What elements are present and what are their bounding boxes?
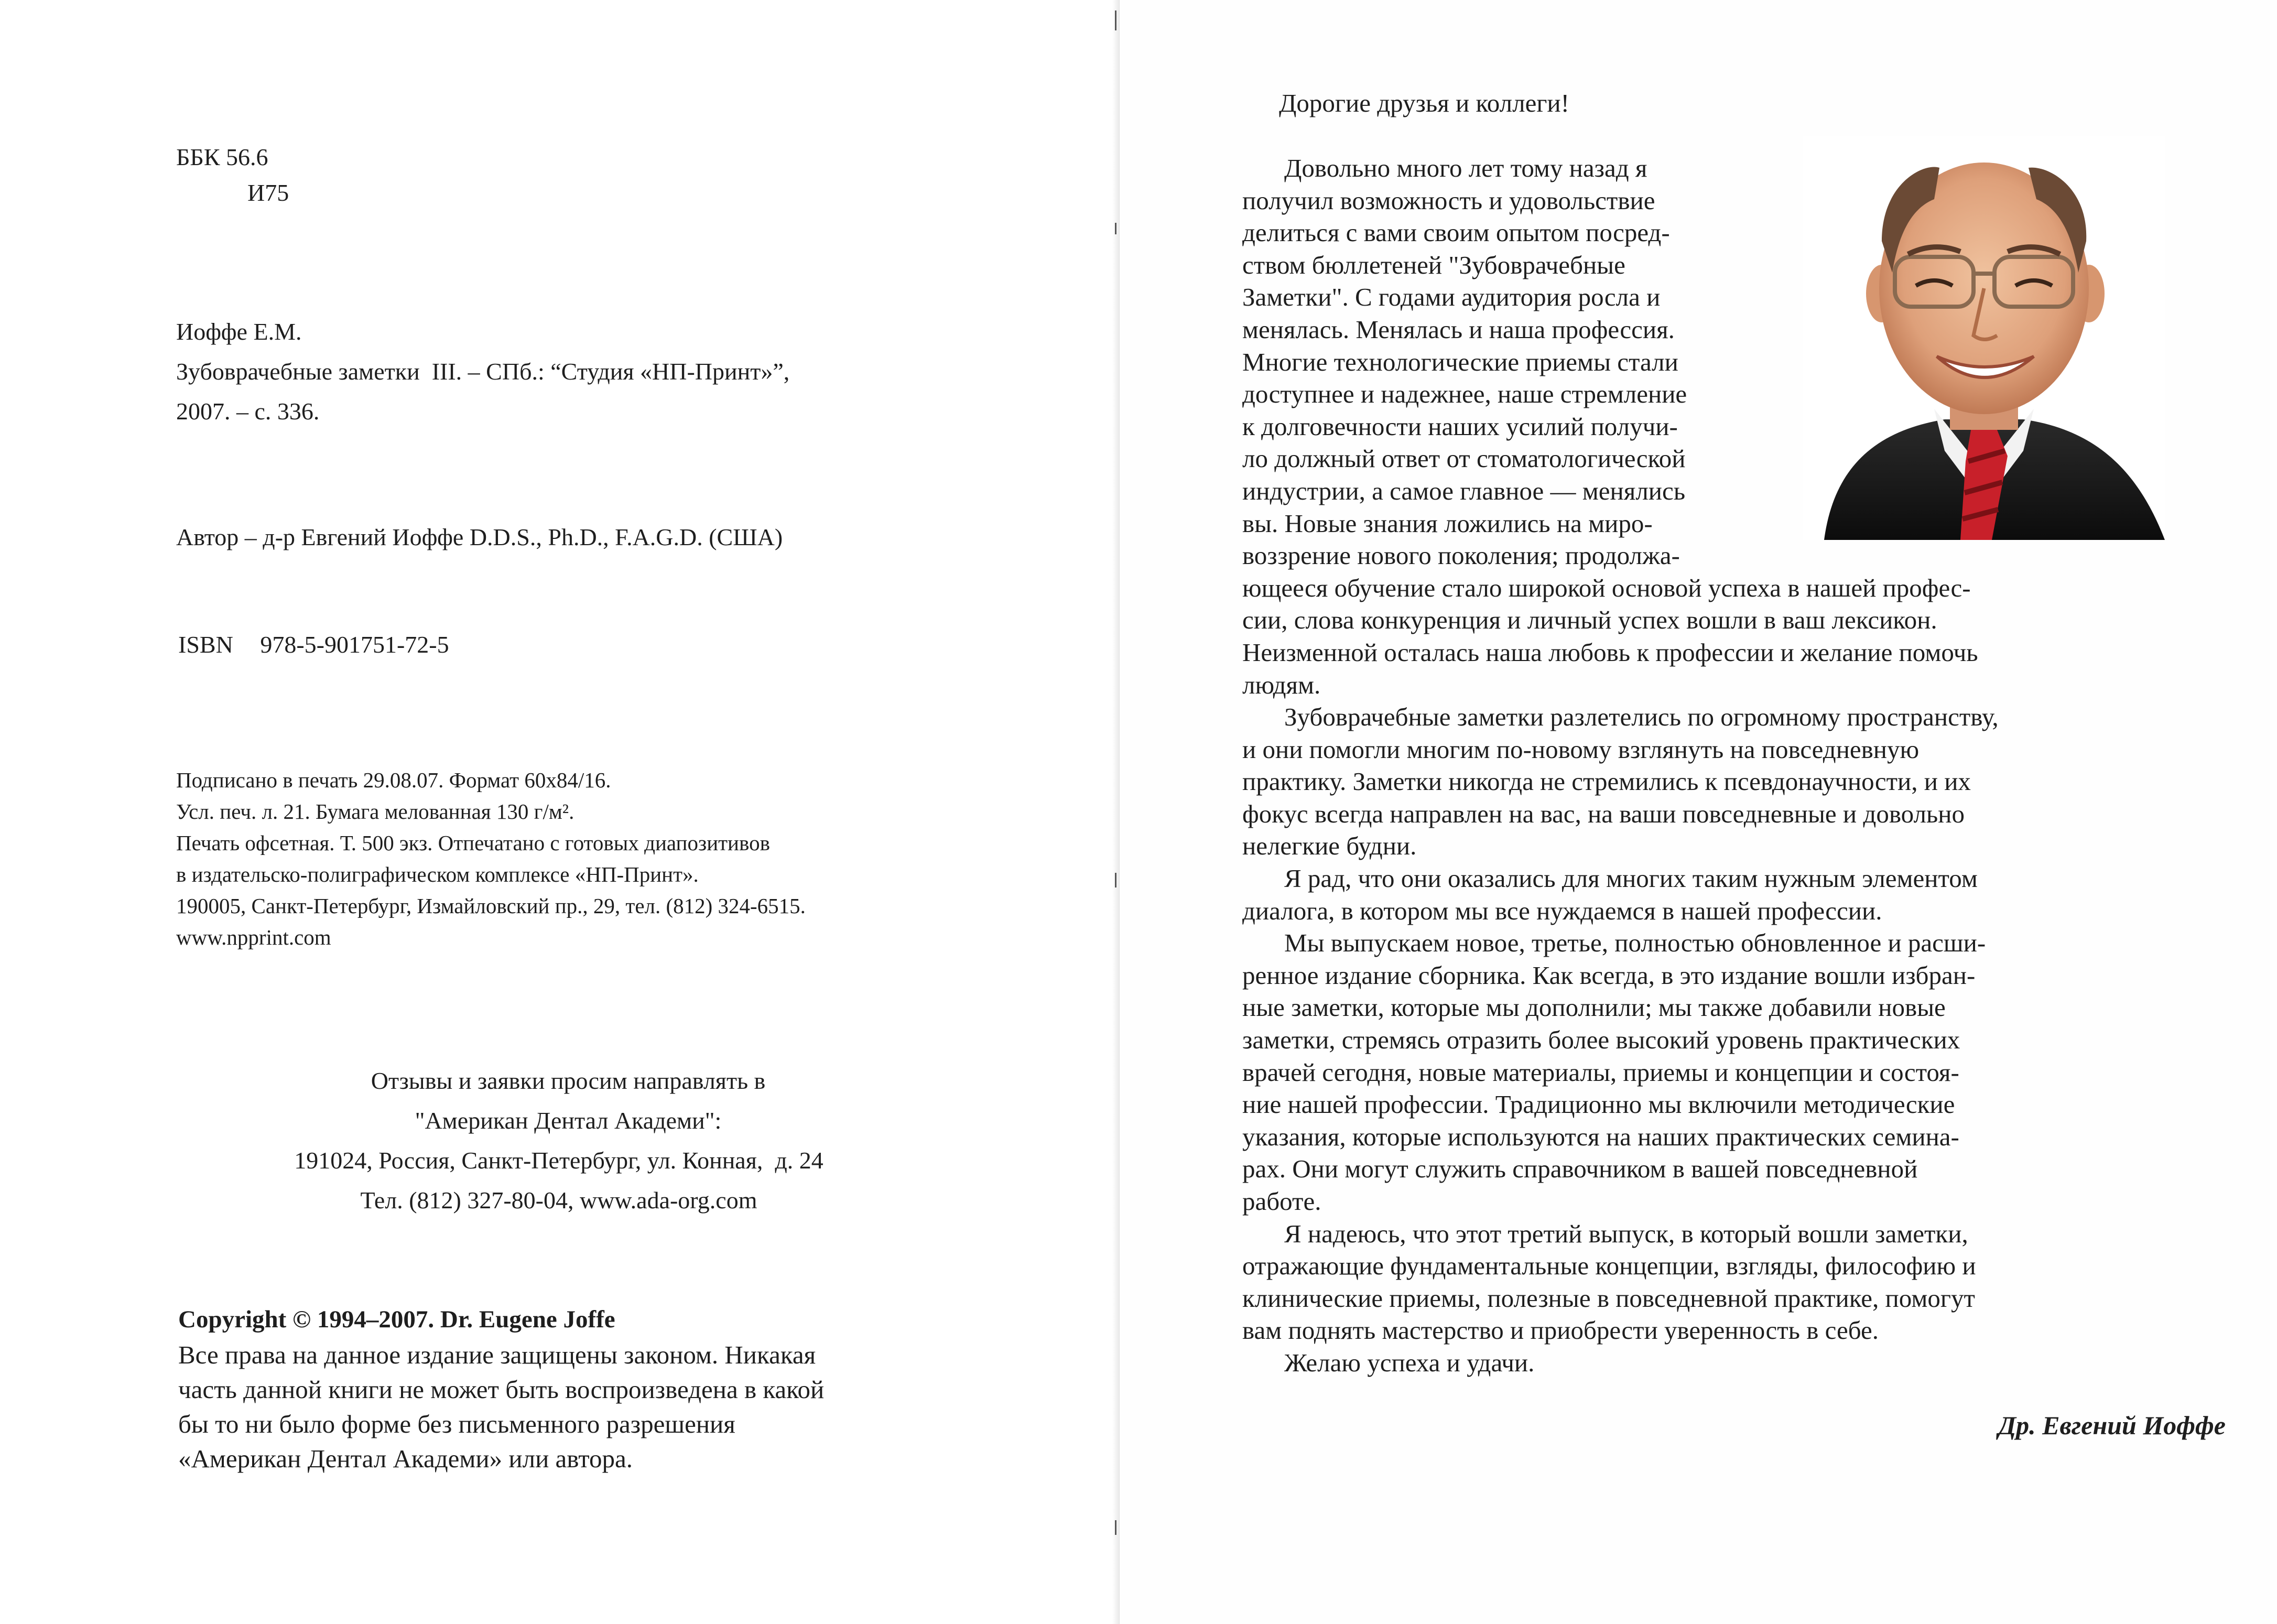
imprint-line: 190005, Санкт-Петербург, Измайловский пр., 29, тел. (812) 324-6515. (176, 894, 806, 918)
feedback-line: Отзывы и заявки просим направлять в (371, 1067, 766, 1094)
text-line: индустрии, а самое главное — менялись (1242, 476, 1686, 505)
text-line: Заметки". С годами аудитория росла и (1242, 283, 1661, 312)
text-line: рах. Они могут служить справочником в вашей повседневной (1242, 1154, 1918, 1184)
text-line: Зубоврачебные заметки разлетелись по огромному пространству, (1284, 702, 1999, 732)
text-line: Я надеюсь, что этот третий выпуск, в который вошли заметки, (1284, 1219, 1968, 1248)
text-line: и они помогли многим по-новому взглянуть на повседневную (1242, 734, 1920, 764)
text-line: к долговечности наших усилий получи- (1242, 412, 1678, 441)
text-line: ющееся обучение стало широкой основой успеха в нашей профес- (1242, 573, 1971, 602)
text-line: Мы выпускаем новое, третье, полностью обновленное и расши- (1284, 928, 1986, 958)
left-page (0, 0, 1120, 1624)
bbk-code: И75 (247, 179, 289, 206)
author-portrait-icon (1803, 136, 2165, 540)
text-line: сии, слова конкуренция и личный успех вошли в ваш лексикон. (1242, 605, 1937, 635)
text-line: отражающие фундаментальные концепции, взгляды, философию и (1242, 1251, 1976, 1281)
feedback-line: Тел. (812) 327-80-04, www.ada-org.com (360, 1187, 757, 1214)
greeting-text: Дорогие друзья и коллеги! (1279, 89, 1569, 117)
signature-text: Др. Евгений Иоффе (1998, 1411, 2226, 1440)
text-line: нелегкие будни. (1242, 831, 1417, 861)
feedback-line: 191024, Россия, Санкт-Петербург, ул. Конная, д. 24 (294, 1147, 823, 1174)
text-line: врачей сегодня, новые материалы, приемы и концепции и состоя- (1242, 1057, 1959, 1087)
text-line: клинические приемы, полезные в повседневной практике, помогут (1242, 1283, 1975, 1313)
imprint-line: в издательско-полиграфическом комплексе «НП-Принт». (176, 862, 699, 886)
text-line: работе. (1242, 1187, 1321, 1216)
bbk-index: ББК 56.6 (176, 144, 268, 170)
greeting (1279, 87, 1569, 120)
feedback-block (176, 1061, 941, 1220)
gutter-mark (1115, 873, 1116, 887)
text-line: вам поднять мастерство и приобрести уверенность в себе. (1242, 1316, 1879, 1345)
signature (1869, 1410, 2226, 1441)
citation-block (176, 312, 789, 431)
copyright-block (178, 1301, 824, 1476)
text-line: ренное издание сборника. Как всегда, в это издание вошли избран- (1242, 960, 1976, 990)
gutter-mark (1115, 223, 1116, 234)
author-line (176, 517, 783, 557)
text-line: делиться с вами своим опытом посред- (1242, 218, 1670, 247)
isbn-block (178, 625, 449, 665)
copyright-line: Все права на данное издание защищены законом. Никакая (178, 1340, 816, 1369)
text-line: ные заметки, которые мы дополнили; мы также добавили новые (1242, 993, 1946, 1022)
isbn-label: ISBN (178, 631, 233, 658)
text-line: людям. (1242, 670, 1321, 699)
text-line: Довольно много лет тому назад я (1284, 154, 1647, 182)
text-line: указания, которые используются на наших практических семина- (1242, 1122, 1959, 1151)
text-line: ние нашей профессии. Традиционно мы включили методические (1242, 1090, 1955, 1119)
text-line: Многие технологические приемы стали (1242, 347, 1678, 376)
gutter-mark (1115, 1520, 1116, 1535)
text-line: ло должный ответ от стоматологической (1242, 444, 1686, 473)
text-line: Я рад, что они оказались для многих таким нужным элементом (1284, 864, 1978, 893)
text-line: доступнее и надежнее, наше стремление (1242, 380, 1687, 409)
author-text: Автор – д-р Евгений Иоффе D.D.S., Ph.D., F.A.G.D. (США) (176, 524, 783, 550)
text-line: практику. Заметки никогда не стремились к псевдонаучности, и их (1242, 767, 1971, 796)
citation-line: Зубоврачебные заметки III. – СПб.: “Студия «НП-Принт»”, (176, 358, 790, 385)
closing-line: Желаю успеха и удачи. (1284, 1348, 1535, 1377)
text-line: воззрение нового поколения; продолжа- (1242, 541, 1680, 570)
copyright-line: часть данной книги не может быть воспроизведена в какой (178, 1375, 825, 1404)
right-page (1120, 0, 2277, 1624)
copyright-line: «Американ Дентал Академи» или автора. (178, 1444, 633, 1473)
imprint-line: Подписано в печать 29.08.07. Формат 60х84/16. (176, 768, 611, 792)
copyright-line: бы то ни было форме без письменного разрешения (178, 1410, 735, 1438)
imprint-line: www.npprint.com (176, 925, 331, 949)
author-photo (1803, 136, 2165, 540)
bbk-block (176, 137, 289, 213)
text-line: менялась. Менялась и наша профессия. (1242, 315, 1675, 344)
imprint-line: Усл. печ. л. 21. Бумага мелованная 130 г/м². (176, 799, 574, 824)
copyright-title: Copyright © 1994–2007. Dr. Eugene Joffe (178, 1306, 615, 1333)
text-line: получил возможность и удовольствие (1242, 186, 1655, 215)
text-line: фокус всегда направлен на вас, на ваши повседневные и довольно (1242, 799, 1965, 828)
citation-line: 2007. – с. 336. (176, 398, 320, 425)
text-line: Неизменной осталась наша любовь к профессии и желание помочь (1242, 637, 1978, 667)
text-line: ством бюллетеней "Зубоврачебные (1242, 250, 1625, 279)
imprint-line: Печать офсетная. Т. 500 экз. Отпечатано с готовых диапозитивов (176, 831, 770, 855)
isbn-value: 978-5-901751-72-5 (260, 631, 449, 658)
feedback-line: "Американ Дентал Академи": (415, 1107, 722, 1134)
gutter-mark (1115, 10, 1116, 30)
imprint-block (176, 764, 806, 953)
text-line: заметки, стремясь отразить более высокий уровень практических (1242, 1025, 1960, 1055)
citation-line: Иоффе Е.М. (176, 318, 302, 345)
text-line: диалога, в котором мы все нуждаемся в нашей профессии. (1242, 896, 1882, 925)
text-line: вы. Новые знания ложились на миро- (1242, 508, 1653, 538)
